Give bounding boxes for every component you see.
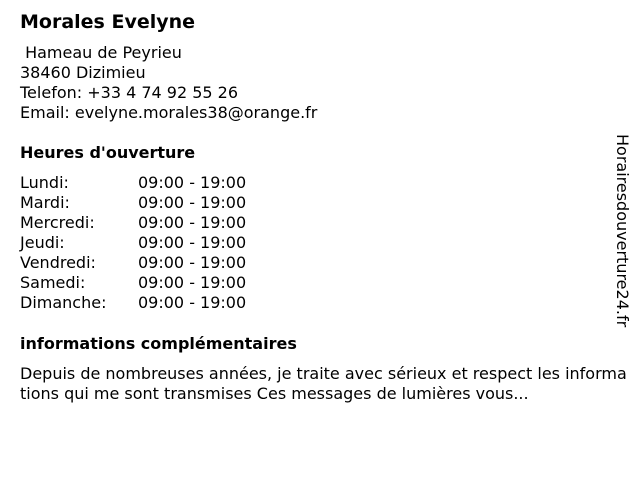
email-line: Email: evelyne.morales38@orange.fr	[20, 103, 318, 122]
hours-row-wednesday	[20, 213, 620, 233]
day-label: Mercredi:	[20, 213, 95, 232]
site-watermark: Horairesdouverture24.fr	[613, 134, 632, 328]
info-description: Depuis de nombreuses années, je traite avec sérieux et respect les informations qui me sont transmises Ces messages de lumières vous...	[20, 364, 627, 403]
time-range: 09:00 - 19:00	[138, 253, 247, 272]
info-heading: informations complémentaires	[20, 334, 297, 353]
hours-row-tuesday	[20, 193, 620, 213]
hours-list	[20, 173, 620, 313]
city-address: 38460 Dizimieu	[20, 63, 146, 82]
street-address: Hameau de Peyrieu	[20, 43, 182, 62]
hours-row-monday	[20, 173, 620, 193]
day-label: Jeudi:	[20, 233, 65, 252]
time-range: 09:00 - 19:00	[138, 293, 247, 312]
time-range: 09:00 - 19:00	[138, 173, 247, 192]
hours-heading: Heures d'ouverture	[20, 143, 196, 162]
hours-row-friday	[20, 253, 620, 273]
time-range: 09:00 - 19:00	[138, 193, 247, 212]
day-label: Samedi:	[20, 273, 86, 292]
hours-row-thursday	[20, 233, 620, 253]
time-range: 09:00 - 19:00	[138, 233, 247, 252]
hours-row-sunday	[20, 293, 620, 313]
time-range: 09:00 - 19:00	[138, 213, 247, 232]
day-label: Dimanche:	[20, 293, 107, 312]
day-label: Vendredi:	[20, 253, 96, 272]
business-name: Morales Evelyne	[20, 11, 196, 33]
phone-line: Telefon: +33 4 74 92 55 26	[20, 83, 239, 102]
hours-row-saturday	[20, 273, 620, 293]
time-range: 09:00 - 19:00	[138, 273, 247, 292]
day-label: Lundi:	[20, 173, 69, 192]
day-label: Mardi:	[20, 193, 70, 212]
